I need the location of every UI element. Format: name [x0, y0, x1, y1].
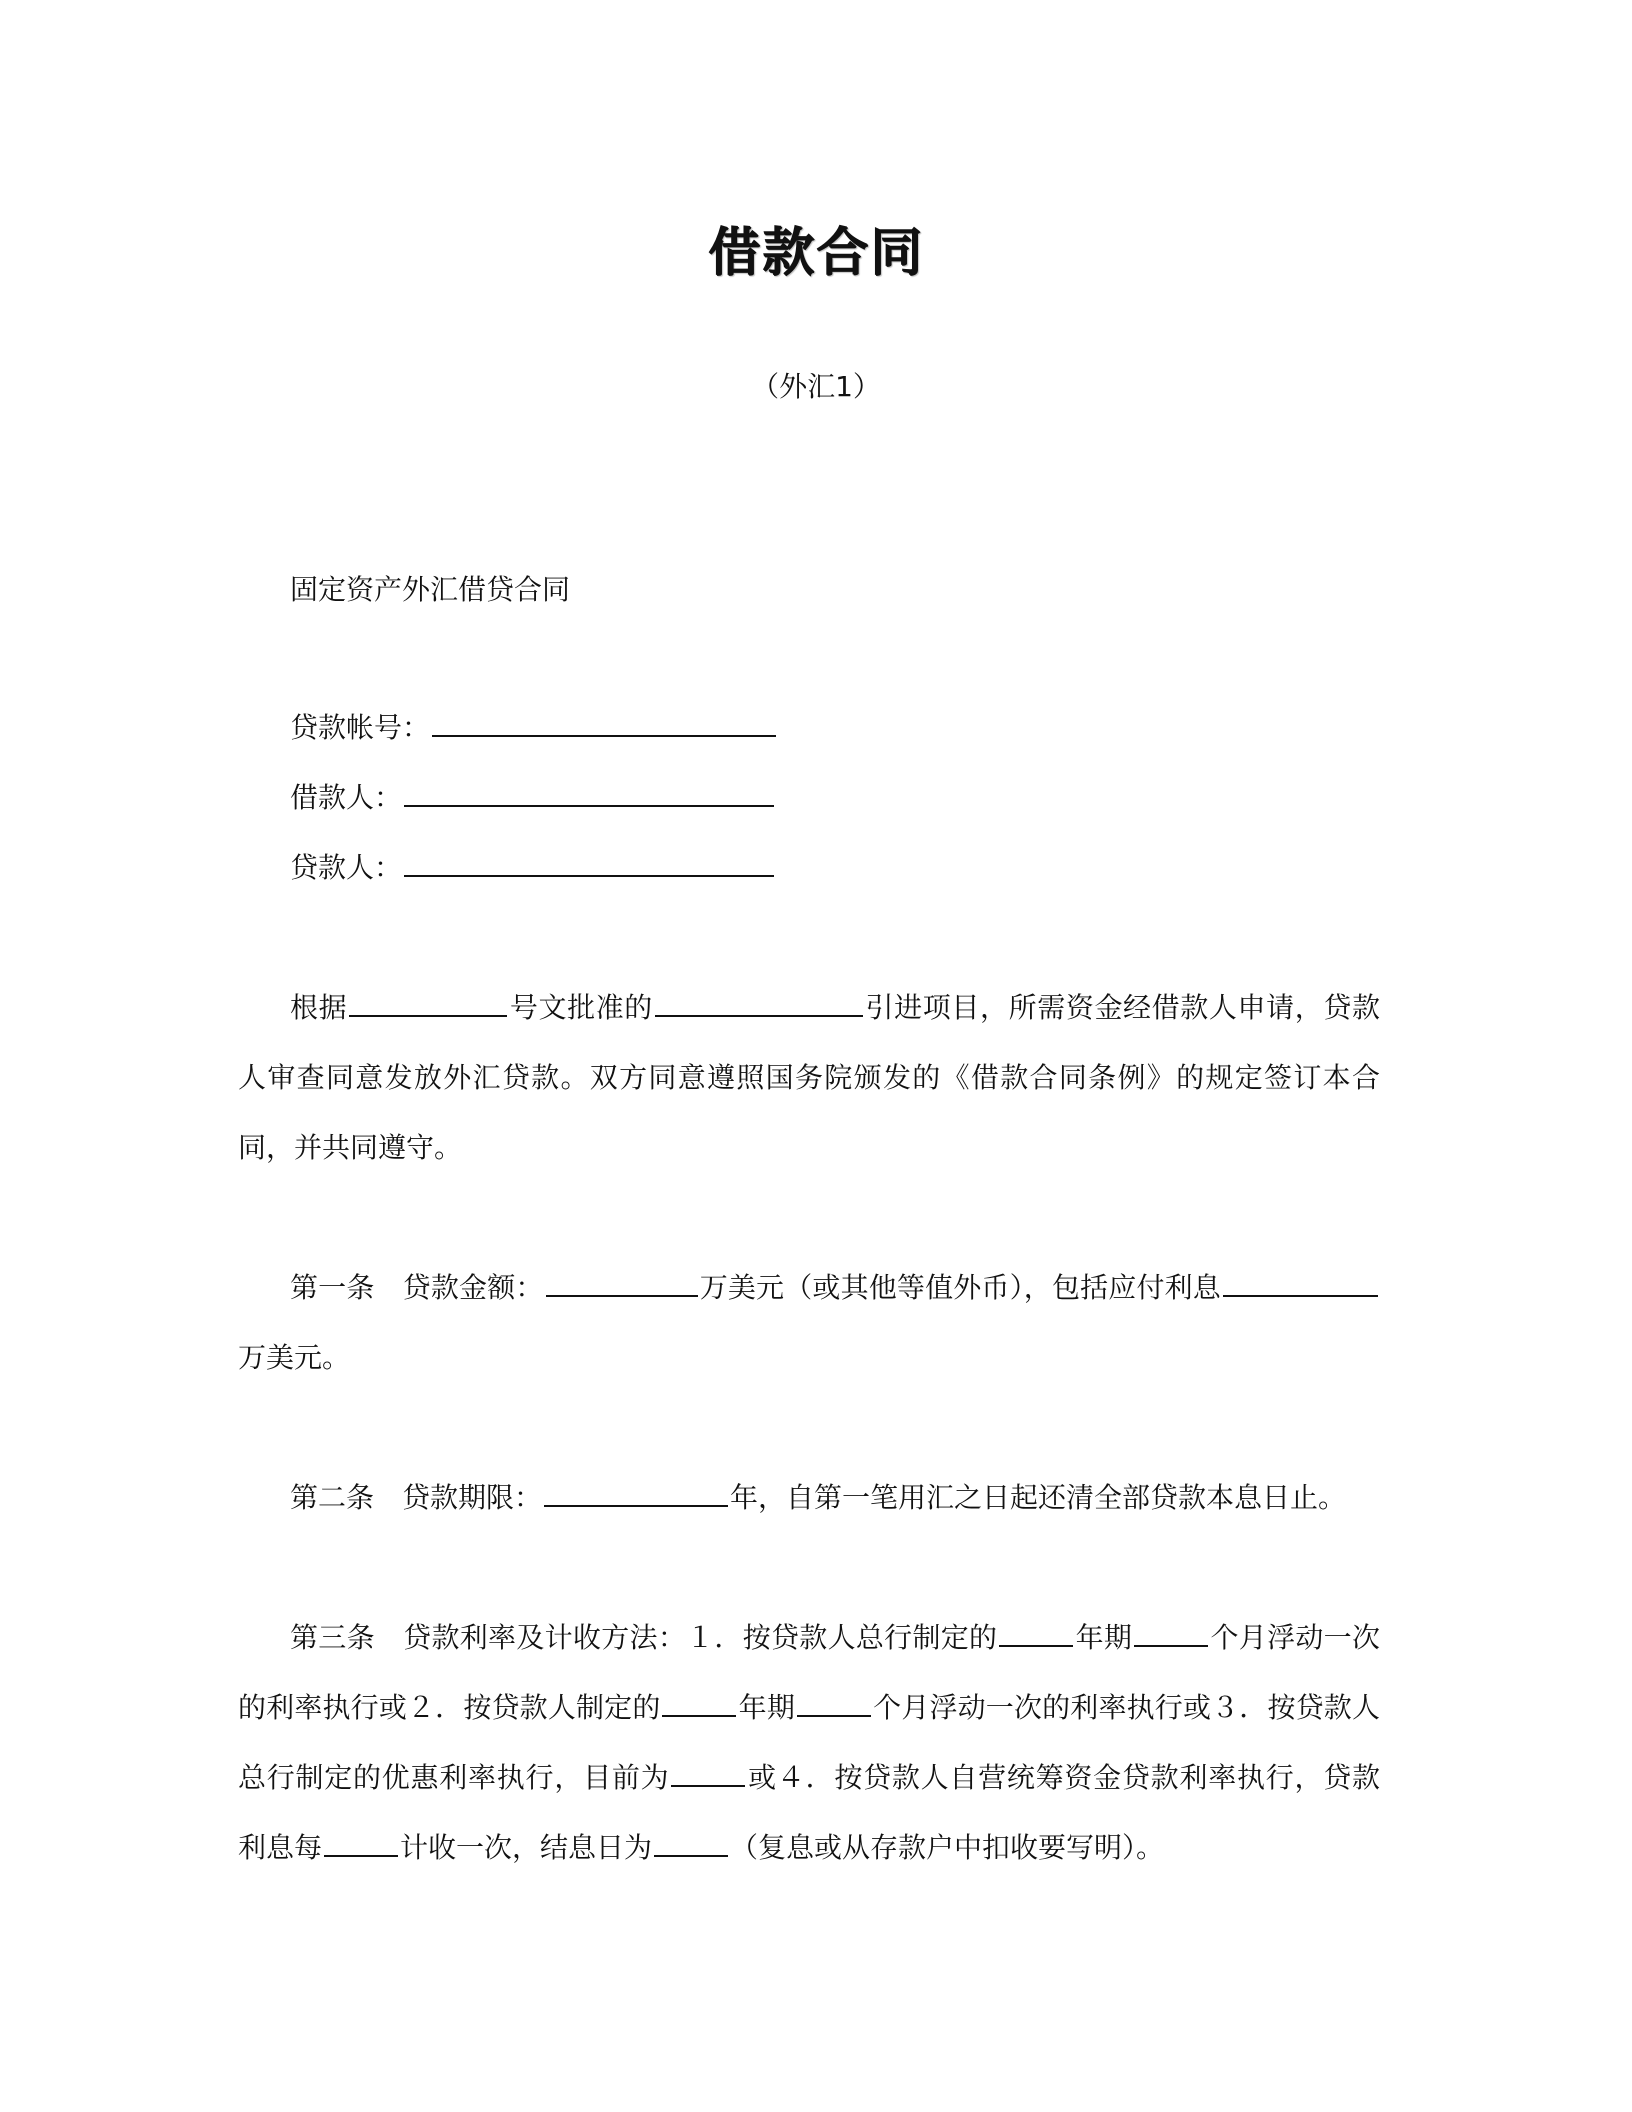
article-3-text-4: 年期	[738, 1691, 795, 1724]
article-3-text-8: （复息或从存款户中扣收要写明）。	[730, 1831, 1165, 1864]
approval-number-blank	[349, 987, 507, 1017]
borrower-label: 借款人：	[290, 781, 403, 814]
article-3-number: 第三条	[290, 1621, 375, 1654]
intro-paragraph	[238, 973, 1380, 1183]
article-3-text-1: 贷款利率及计收方法：１．按贷款人总行制定的	[402, 1621, 998, 1654]
article-1-text-2: 万美元（或其他等值外币），包括应付利息	[699, 1271, 1221, 1304]
article-2-text-2: 年，自第一笔用汇之日起还清全部贷款本息日止。	[730, 1481, 1347, 1514]
article-1-text-1: 贷款金额：	[402, 1271, 544, 1304]
intro-text-3: 引进项目，所需资金经借款人申请，贷款人审查同意发放外汇贷款。双方同意遵照国务院颁发的《借款合同条例》的规定签订本合同，并共同遵守。	[238, 991, 1380, 1164]
article-2-number: 第二条	[290, 1481, 375, 1514]
loan-term-blank	[544, 1477, 728, 1507]
article-3-text-5: 个月浮动一次的利率执行或３．按贷款人总行制定的优惠利率执行，目前为	[238, 1691, 1380, 1794]
intro-text-2: 号文批准的	[509, 991, 653, 1024]
article-2	[238, 1463, 1380, 1533]
settlement-date-blank	[654, 1827, 728, 1857]
document-title: 借款合同	[707, 223, 924, 283]
article-3-text-3: 个月浮动一次的利率执行或２．按贷款人制定的	[238, 1621, 1380, 1724]
article-1-text-3: 万美元。	[238, 1341, 351, 1374]
article-3-text-7: 计收一次，结息日为	[400, 1831, 653, 1864]
loan-account-blank	[432, 707, 776, 737]
interest-period-blank	[324, 1827, 398, 1857]
loan-account-label: 贷款帐号：	[290, 711, 431, 744]
document-subtitle: （外汇1）	[751, 370, 881, 403]
rate-months-blank-1	[1134, 1617, 1208, 1647]
rate-years-blank-1	[999, 1617, 1073, 1647]
borrower-field	[290, 763, 776, 833]
lender-field	[290, 833, 776, 903]
article-1-number: 第一条	[290, 1271, 375, 1304]
lender-label: 贷款人：	[290, 851, 403, 884]
article-2-text-1: 贷款期限：	[402, 1481, 543, 1514]
rate-years-blank-2	[662, 1687, 736, 1717]
borrower-blank	[404, 777, 774, 807]
article-3-text-6: 或４．按贷款人自营统筹资金贷款利率执行，贷款利息每	[238, 1761, 1380, 1864]
preferential-rate-blank	[671, 1757, 745, 1787]
article-1	[238, 1253, 1380, 1393]
article-3	[238, 1603, 1380, 1883]
loan-amount-blank	[546, 1267, 698, 1297]
lender-blank	[404, 847, 774, 877]
article-3-text-2: 年期	[1075, 1621, 1133, 1654]
contract-type: 固定资产外汇借贷合同	[290, 573, 571, 606]
loan-account-field	[290, 693, 778, 763]
rate-months-blank-2	[797, 1687, 871, 1717]
project-name-blank	[655, 987, 863, 1017]
interest-amount-blank	[1223, 1267, 1378, 1297]
intro-text-1: 根据	[290, 991, 348, 1024]
